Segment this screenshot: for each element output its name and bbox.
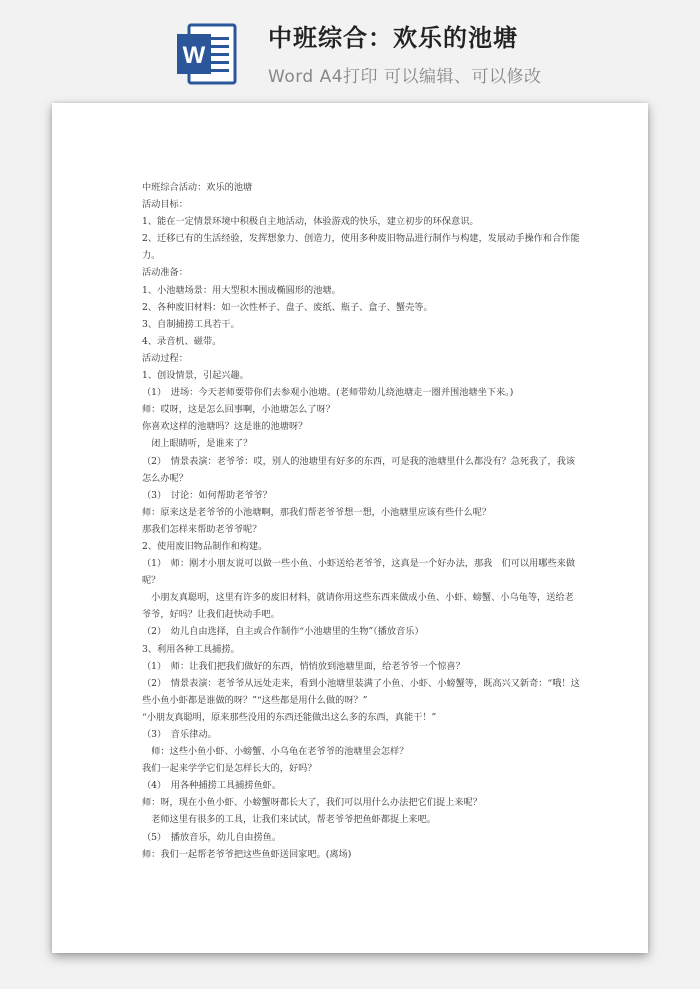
document-line: （5） 播放音乐，幼儿自由捞鱼。 bbox=[142, 831, 282, 843]
document-line: 闭上眼睛听，是谁来了？ bbox=[142, 438, 253, 450]
document-line: 师：呀，现在小鱼小虾、小螃蟹呀都长大了，我们可以用什么办法把它们捉上来呢？ bbox=[142, 797, 482, 809]
document-line: 1、能在一定情景环境中积极自主地活动，体验游戏的快乐，建立初步的环保意识。 bbox=[142, 216, 479, 228]
document-line: 师：我们一起帮老爷爷把这些鱼虾送回家吧。(离场) bbox=[142, 848, 352, 860]
document-line: 3、自制捕捞工具若干。 bbox=[142, 318, 240, 330]
document-line: 师：原来这是老爷爷的小池塘啊，那我们帮老爷爷想一想，小池塘里应该有些什么呢？ bbox=[142, 506, 492, 518]
document-line: 你喜欢这样的池塘吗？这是谁的池塘呀？ bbox=[142, 421, 308, 433]
document-line: （4） 用各种捕捞工具捕捞鱼虾。 bbox=[142, 780, 282, 792]
document-line: （1） 师：让我们把我们做好的东西，悄悄放到池塘里面，给老爷爷一个惊喜？ bbox=[142, 660, 465, 672]
page-title: 中班综合：欢乐的池塘 bbox=[268, 24, 518, 52]
page-subtitle: Word A4打印 可以编辑、可以修改 bbox=[268, 67, 542, 87]
word-document-icon bbox=[175, 22, 239, 86]
document-line: 1、小池塘场景：用大型积木围成椭圆形的池塘。 bbox=[142, 284, 341, 296]
document-line: 1、创设情景，引起兴趣。 bbox=[142, 370, 249, 382]
word-letter: W bbox=[182, 42, 206, 69]
document-line: 2、迁移已有的生活经验，发挥想象力、创造力，使用多种废旧物品进行制作与构建，发展动手操作和合作能力。 bbox=[142, 233, 580, 262]
document-line: 我们一起来学学它们是怎样长大的，好吗？ bbox=[142, 763, 317, 775]
document-header bbox=[0, 0, 700, 100]
document-line: （2） 情景表演：老爷爷：哎，别人的池塘里有好多的东西，可是我的池塘里什么都没有？急死我了，我该怎么办呢？ bbox=[142, 455, 576, 484]
document-line: 活动过程： bbox=[142, 352, 188, 364]
document-line: 3、利用各种工具捕捞。 bbox=[142, 643, 240, 655]
document-line: 4、录音机、磁带。 bbox=[142, 335, 222, 347]
document-page bbox=[52, 103, 648, 953]
document-line: 活动准备： bbox=[142, 267, 188, 279]
document-line: 老师这里有很多的工具，让我们来试试，帮老爷爷把鱼虾都捉上来吧。 bbox=[142, 814, 436, 826]
document-line: 活动目标： bbox=[142, 199, 188, 211]
document-line: （1） 进场：今天老师要带你们去参观小池塘。(老师带幼儿绕池塘走一圈并围池塘坐下来。) bbox=[142, 387, 514, 399]
document-line: 2、各种废旧材料：如一次性杯子、盘子、废纸、瓶子、盒子、蟹壳等。 bbox=[142, 301, 433, 313]
document-line: （2） 幼儿自由选择，自主或合作制作“小池塘里的生物”（播放音乐） bbox=[142, 626, 424, 638]
document-line: （3） 讨论：如何帮助老爷爷？ bbox=[142, 489, 272, 501]
document-body bbox=[142, 179, 582, 863]
document-line: 中班综合活动：欢乐的池塘 bbox=[142, 182, 253, 193]
document-line: 师：哎呀，这是怎么回事啊，小池塘怎么了呀？ bbox=[142, 404, 335, 416]
document-line: （1） 师：刚才小朋友说可以做一些小鱼、小虾送给老爷爷，这真是一个好办法，那我 们可以用哪些来做呢？ bbox=[142, 558, 576, 587]
document-line: “小朋友真聪明，原来那些没用的东西还能做出这么多的东西，真能干！” bbox=[142, 711, 437, 723]
document-line: 师：这些小鱼小虾、小螃蟹、小乌龟在老爷爷的池塘里会怎样？ bbox=[142, 746, 409, 758]
document-line: （2） 情景表演：老爷爷从远处走来，看到小池塘里装满了小鱼、小虾、小螃蟹等，既高兴又新奇：“哦！这些小鱼小虾都是谁做的呀？”“这些都是用什么做的呀？” bbox=[142, 677, 580, 706]
document-line: 小朋友真聪明，这里有许多的废旧材料，就请你用这些东西来做成小鱼、小虾、螃蟹、小乌龟等，送给老爷爷，好吗？让我们赶快动手吧。 bbox=[142, 592, 574, 621]
document-line: 那我们怎样来帮助老爷爷呢？ bbox=[142, 523, 262, 535]
document-line: 2、使用废旧物品制作和构建。 bbox=[142, 540, 268, 552]
document-line: （3） 音乐律动。 bbox=[142, 729, 217, 740]
